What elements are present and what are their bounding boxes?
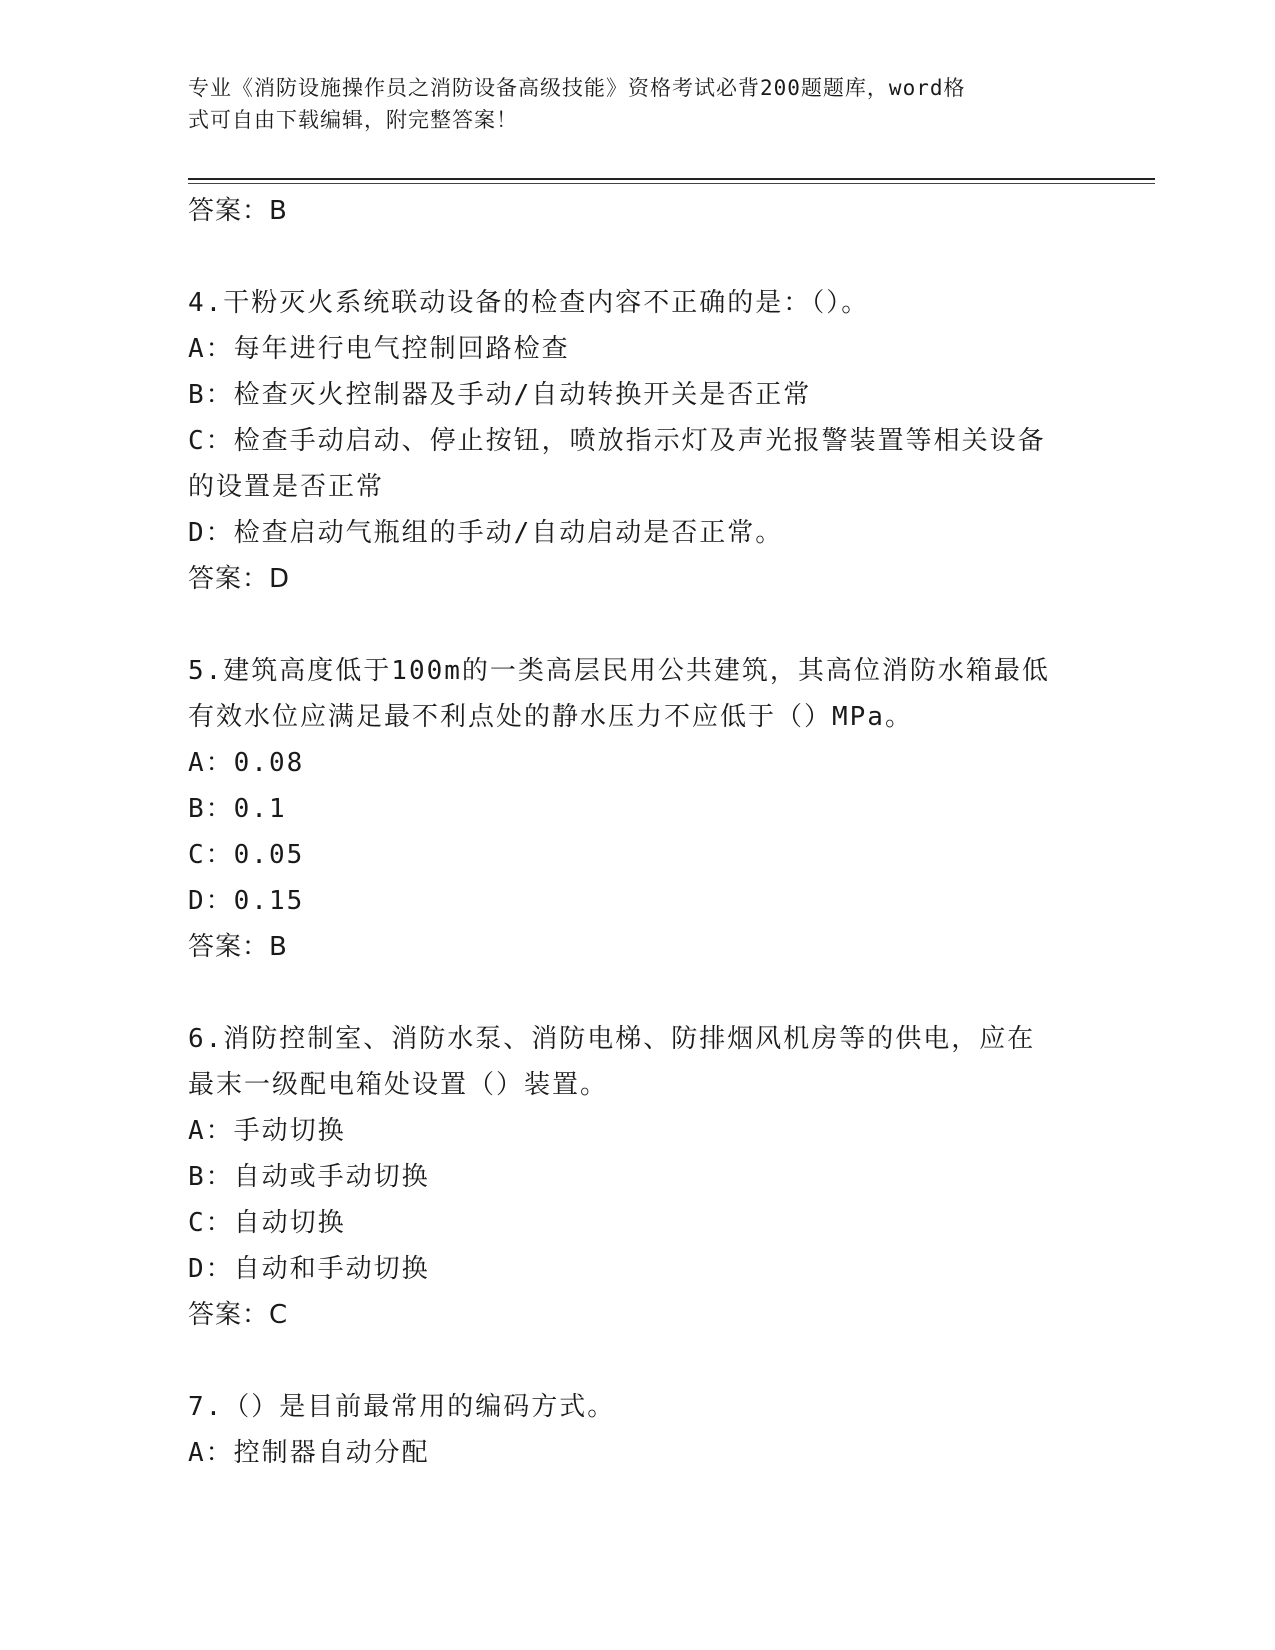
question-block [188,280,1088,602]
header-line-2: 式可自由下载编辑，附完整答案！ [188,108,518,132]
answer-line: 答案：C [188,1300,289,1330]
header-divider-thin [188,183,1155,184]
option-c: C：检查手动启动、停止按钮，喷放指示灯及声光报警装置等相关设备 [188,426,1046,456]
option-b: B：0.1 [188,794,287,824]
question-stem: 6.消防控制室、消防水泵、消防电梯、防排烟风机房等的供电，应在 [188,1024,1036,1054]
spacer [188,1338,1088,1384]
answer-line: 答案：B [188,196,288,226]
spacer [188,234,1088,280]
answer-line: 答案：B [188,932,288,962]
option-a: A：每年进行电气控制回路检查 [188,334,570,364]
option-d: D：检查启动气瓶组的手动/自动启动是否正常。 [188,518,784,548]
question-stem: 7.（）是目前最常用的编码方式。 [188,1392,616,1422]
question-block [188,648,1088,970]
spacer [188,970,1088,1016]
option-d: D：自动和手动切换 [188,1254,430,1284]
document-header [188,72,1088,136]
question-stem-continued: 有效水位应满足最不利点处的静水压力不应低于（）MPa。 [188,702,913,732]
option-d: D：0.15 [188,886,305,916]
question-stem: 4.干粉灭火系统联动设备的检查内容不正确的是：（）。 [188,288,870,318]
option-a: A：0.08 [188,748,305,778]
option-c: C：自动切换 [188,1208,346,1238]
question-stem-continued: 最末一级配电箱处设置（）装置。 [188,1070,609,1100]
question-block [188,1384,1088,1476]
header-divider [188,178,1155,180]
question-stem: 5.建筑高度低于100m的一类高层民用公共建筑，其高位消防水箱最低 [188,656,1050,686]
answer-line: 答案：D [188,564,291,594]
option-a: A：控制器自动分配 [188,1438,430,1468]
option-c-continued: 的设置是否正常 [188,472,385,502]
option-c: C：0.05 [188,840,305,870]
question-list [188,188,1088,1476]
question-block [188,1016,1088,1338]
option-b: B：检查灭火控制器及手动/自动转换开关是否正常 [188,380,812,410]
option-a: A：手动切换 [188,1116,346,1146]
header-line-1: 专业《消防设施操作员之消防设备高级技能》资格考试必背200题题库，word格 [188,76,966,100]
spacer [188,602,1088,648]
option-b: B：自动或手动切换 [188,1162,430,1192]
